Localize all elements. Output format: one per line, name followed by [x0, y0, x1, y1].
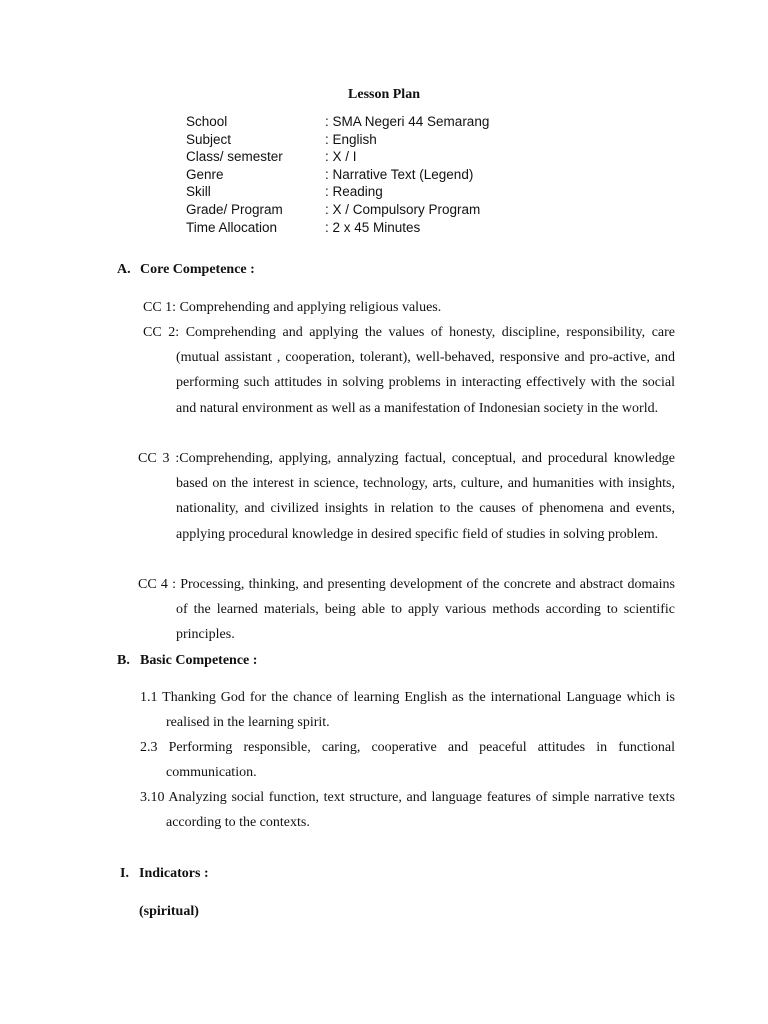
section-a-heading	[117, 262, 255, 278]
info-label: School	[186, 114, 228, 129]
kd-1-1-text: 1.1 Thanking God for the chance of learning English as the international Language which is realised in the learning spirit.	[140, 690, 675, 731]
info-value: : Reading	[325, 184, 383, 200]
kd-2-3-text: 2.3 Performing responsible, caring, cooperative and peaceful attitudes in functional communication.	[140, 740, 675, 781]
info-value: : X / Compulsory Program	[325, 201, 481, 217]
section-title: Basic Competence :	[140, 653, 258, 668]
info-label: Subject	[186, 131, 232, 147]
section-marker: I.	[120, 866, 129, 881]
kd-1-1-item	[140, 685, 675, 735]
section-b-heading	[117, 653, 257, 669]
info-value: : Narrative Text (Legend)	[325, 166, 474, 182]
section-title: Core Competence :	[140, 262, 255, 277]
info-label: Grade/ Program	[186, 201, 283, 217]
indicator-subheading: (spiritual)	[139, 904, 199, 919]
kd-3-10-item	[140, 785, 675, 835]
section-marker: A.	[117, 262, 131, 277]
kd-2-3-item	[140, 735, 675, 785]
cc2-item	[143, 320, 675, 421]
kd-3-10-text: 3.10 Analyzing social function, text structure, and language features of simple narrative texts according to the contexts.	[140, 790, 675, 831]
info-value: : X / I	[325, 149, 357, 165]
cc4-text: CC 4 : Processing, thinking, and presenting development of the concrete and abstract domains of the learned materials, being able to apply various methods according to scientific principles.	[138, 577, 675, 643]
section-marker: B.	[117, 653, 130, 668]
page-title: Lesson Plan	[348, 87, 420, 102]
info-label: Time Allocation	[186, 219, 278, 235]
cc2-text: CC 2: Comprehending and applying the values of honesty, discipline, responsibility, care (mutual assistant , cooperation, tolerant), well-behaved, responsive and pro-active, and performing such attitudes in solving problems in interacting effectively with the social and natural environment as well as a manifestation of Indonesian society in the world.	[143, 325, 675, 416]
cc3-text: CC 3 :Comprehending, applying, annalyzing factual, conceptual, and procedural knowledge based on the interest in science, technology, arts, culture, and humanities with insights, nationality, and civilized insights in relation to the causes of phenomena and events, applying procedural knowledge in desired specific field of studies in solving problem.	[138, 451, 675, 542]
info-label: Genre	[186, 166, 224, 182]
info-value: : English	[325, 131, 377, 147]
section-i-heading	[120, 866, 209, 882]
info-label: Skill	[186, 184, 211, 200]
section-title: Indicators :	[139, 866, 209, 881]
cc1-item: CC 1: Comprehending and applying religious values.	[143, 300, 442, 315]
cc3-item	[138, 446, 675, 547]
info-value: : 2 x 45 Minutes	[325, 219, 421, 235]
cc4-item	[138, 572, 675, 648]
info-label: Class/ semester	[186, 149, 283, 165]
info-value: : SMA Negeri 44 Semarang	[325, 114, 490, 129]
